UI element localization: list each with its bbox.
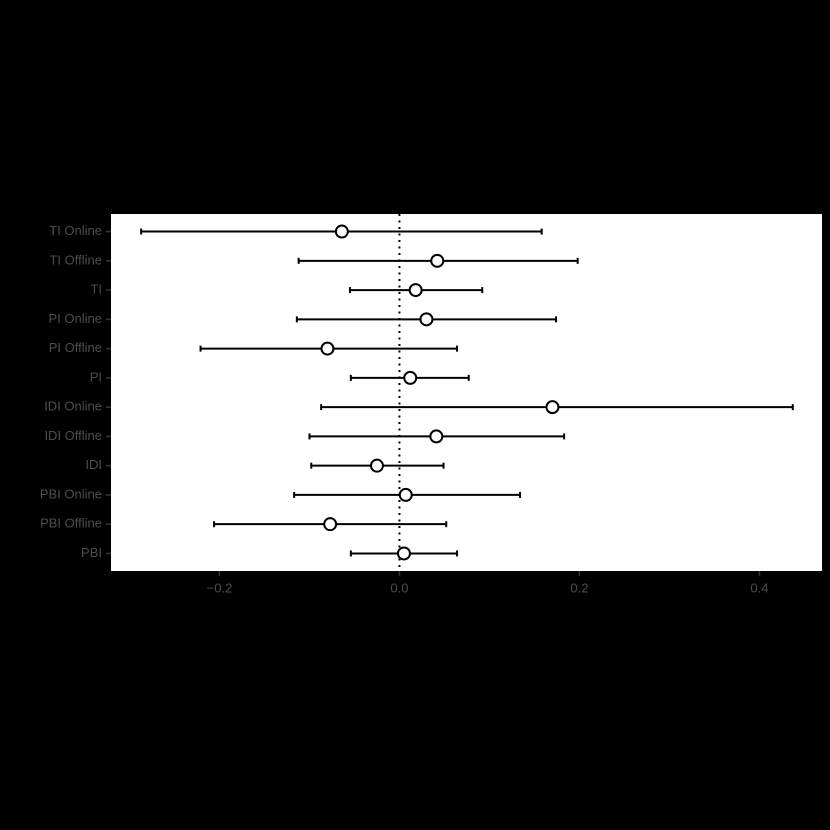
y-axis-category-label: IDI Offline — [44, 427, 102, 443]
plot-panel — [111, 214, 822, 571]
point-estimate-marker — [410, 284, 422, 296]
y-axis-category-label: PBI — [81, 544, 102, 560]
x-axis-tick-label: 0.2 — [570, 580, 589, 596]
x-axis-tick-label: 0.0 — [390, 580, 409, 596]
point-estimate-marker — [336, 226, 348, 238]
point-estimate-marker — [398, 547, 410, 559]
x-axis-tick-label: 0.4 — [750, 580, 769, 596]
y-axis-category-label: PI Offline — [48, 340, 102, 356]
point-estimate-marker — [371, 460, 383, 472]
point-estimate-marker — [400, 489, 412, 501]
point-estimate-marker — [321, 343, 333, 355]
y-axis-category-label: PI Online — [48, 310, 102, 326]
y-axis-category-label: PBI Online — [39, 486, 102, 502]
y-axis-category-label: TI — [90, 281, 102, 297]
point-estimate-marker — [546, 401, 558, 413]
x-axis-tick-label: −0.2 — [206, 580, 233, 596]
point-estimate-marker — [404, 372, 416, 384]
y-axis-category-label: TI Online — [49, 222, 102, 238]
y-axis-category-label: PBI Offline — [40, 515, 102, 531]
point-estimate-marker — [324, 518, 336, 530]
point-estimate-marker — [420, 313, 432, 325]
point-estimate-marker — [430, 430, 442, 442]
point-estimate-marker — [431, 255, 443, 267]
y-axis-category-label: PI — [89, 369, 102, 385]
y-axis-category-label: IDI — [85, 457, 102, 473]
y-axis-category-label: IDI Online — [44, 398, 102, 414]
y-axis-category-label: TI Offline — [49, 252, 102, 268]
